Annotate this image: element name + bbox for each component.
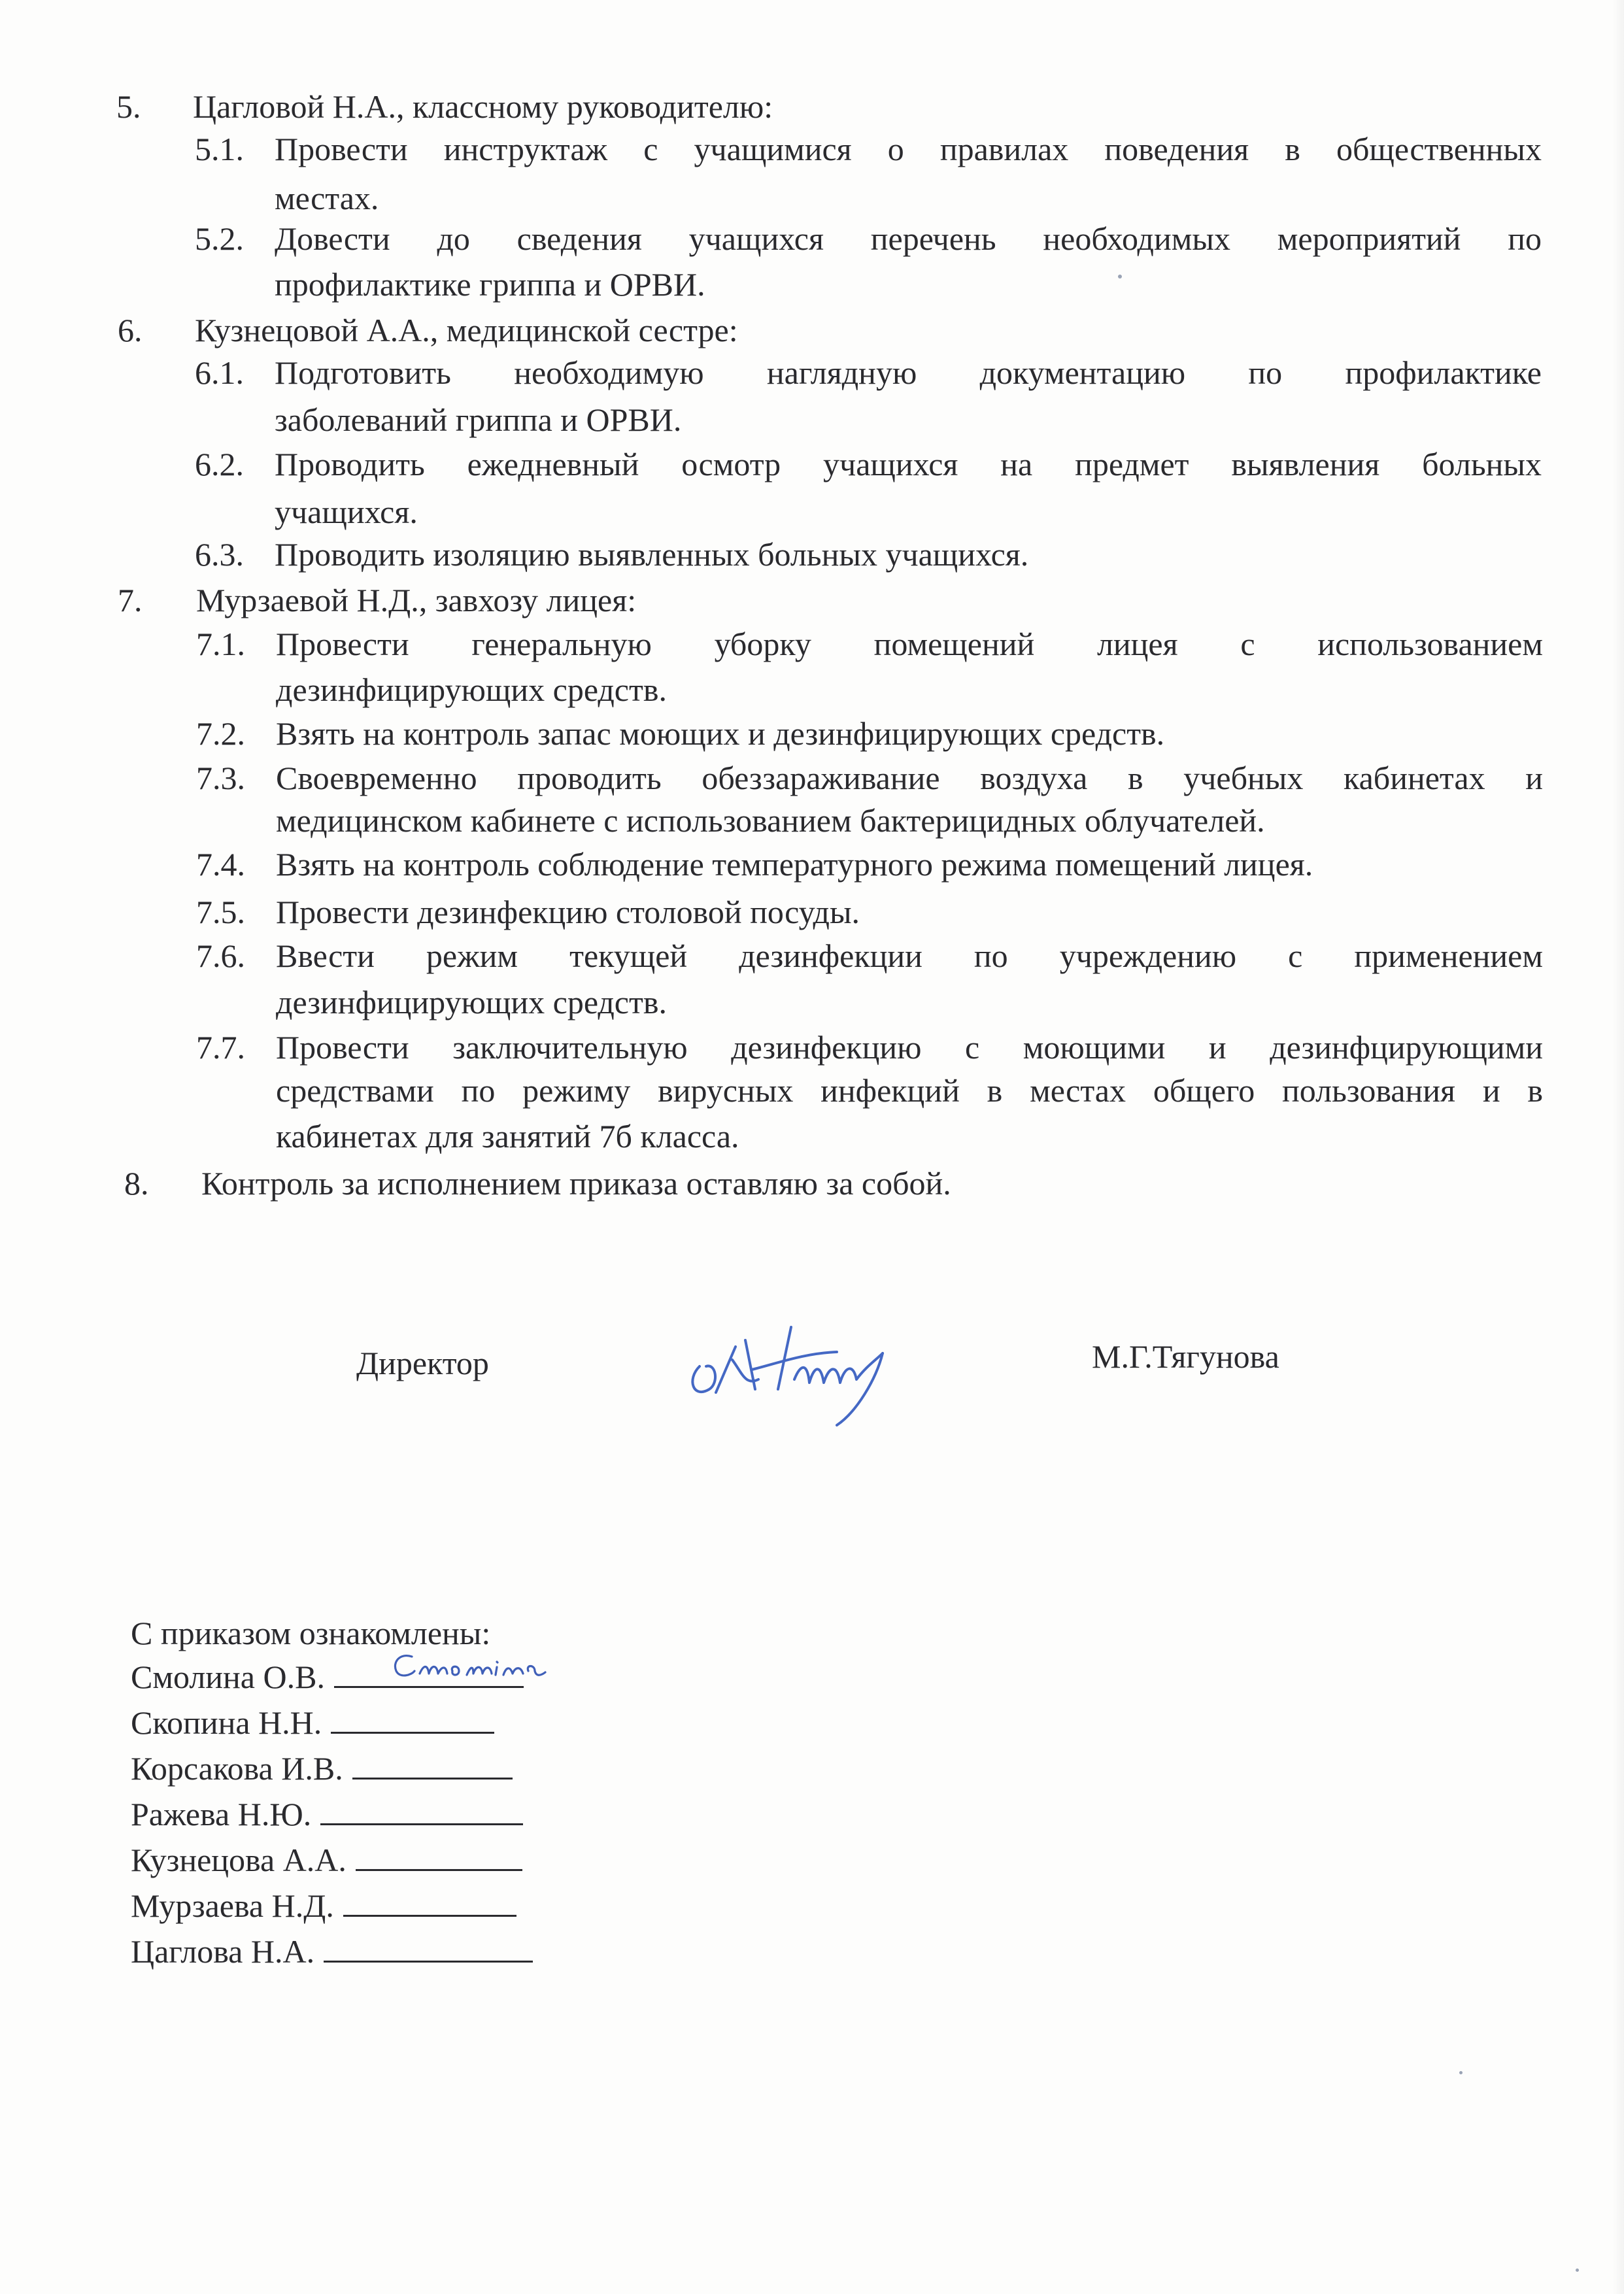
subitem-line: средствами по режиму вирусных инфекций в местах общего пользования и в	[276, 1072, 1543, 1109]
subitem-number: 7.1.	[196, 626, 245, 662]
ack-heading: С приказом ознакомлены:	[131, 1615, 491, 1651]
ack-person-name: Мурзаева Н.Д.	[131, 1887, 334, 1924]
signature-line	[320, 1795, 523, 1825]
subitem-line: учащихся.	[275, 494, 418, 530]
subitem-line: медицинском кабинете с использованием бактерицидных облучателей.	[276, 802, 1265, 839]
subitem-number: 6.2.	[195, 446, 244, 482]
subitem-line: дезинфицирующих средств.	[276, 671, 667, 708]
signature-line	[352, 1749, 513, 1780]
subitem-line: Подготовить необходимую наглядную документацию по профилактике	[275, 354, 1542, 391]
ack-person-name: Цаглова Н.А.	[131, 1933, 315, 1970]
subitem-line: Проводить изоляцию выявленных больных учащихся.	[275, 536, 1029, 573]
ack-row	[131, 1795, 523, 1834]
subitem-line: Взять на контроль запас моющих и дезинфицирующих средств.	[276, 715, 1165, 752]
subitem-line: профилактике гриппа и ОРВИ.	[275, 266, 705, 303]
ack-row	[131, 1886, 516, 1925]
ack-row	[131, 1703, 494, 1742]
subitem-line: кабинетах для занятий 7б класса.	[276, 1118, 739, 1155]
scan-speck	[1459, 2071, 1463, 2074]
signature-line	[324, 1932, 533, 1963]
director-signature	[680, 1301, 968, 1432]
subitem-number: 7.6.	[196, 937, 245, 974]
subitem-line: Довести до сведения учащихся перечень необходимых мероприятий по	[275, 220, 1542, 257]
subitem-line: Провести генеральную уборку помещений лицея с использованием	[276, 626, 1543, 662]
handwritten-signature-smolina	[386, 1647, 595, 1693]
subitem-number: 5.1.	[195, 131, 244, 167]
item-number: 7.	[118, 582, 143, 618]
ack-row	[131, 1840, 522, 1880]
subitem-line: дезинфицирующих средств.	[276, 984, 667, 1020]
item-heading: Контроль за исполнением приказа оставляю за собой.	[201, 1165, 951, 1202]
item-number: 5.	[116, 88, 141, 125]
scan-speck	[1576, 2269, 1579, 2272]
subitem-number: 7.5.	[196, 894, 245, 930]
subitem-number: 6.1.	[195, 354, 244, 391]
ack-person-name: Ражева Н.Ю.	[131, 1796, 312, 1832]
subitem-number: 6.3.	[195, 536, 244, 573]
item-heading: Мурзаевой Н.Д., завхозу лицея:	[196, 582, 637, 618]
item-heading: Кузнецовой А.А., медицинской сестре:	[195, 312, 738, 348]
scan-shadow-edge	[1612, 0, 1624, 2294]
signer-position: Директор	[356, 1345, 489, 1381]
subitem-line: Провести заключительную дезинфекцию с моющими и дезинфцирующими	[276, 1029, 1543, 1066]
item-number: 6.	[118, 312, 143, 348]
signer-name: М.Г.Тягунова	[1092, 1338, 1279, 1375]
subitem-line: местах.	[275, 180, 379, 216]
ack-row	[131, 1932, 533, 1971]
subitem-number: 7.2.	[196, 715, 245, 752]
subitem-line: Проводить ежедневный осмотр учащихся на предмет выявления больных	[275, 446, 1542, 482]
subitem-number: 7.7.	[196, 1029, 245, 1066]
subitem-line: Провести дезинфекцию столовой посуды.	[276, 894, 860, 930]
ack-person-name: Смолина О.В.	[131, 1659, 325, 1695]
subitem-line: заболеваний гриппа и ОРВИ.	[275, 401, 682, 438]
scan-speck	[1118, 275, 1122, 278]
ack-row	[131, 1749, 513, 1788]
signature-line	[356, 1840, 522, 1871]
subitem-line: Провести инструктаж с учащимися о правилах поведения в общественных	[275, 131, 1542, 167]
item-number: 8.	[124, 1165, 149, 1202]
ack-person-name: Скопина Н.Н.	[131, 1704, 322, 1741]
subitem-line: Своевременно проводить обеззараживание воздуха в учебных кабинетах и	[276, 760, 1543, 796]
item-heading: Цагловой Н.А., классному руководителю:	[193, 88, 773, 125]
subitem-number: 5.2.	[195, 220, 244, 257]
subitem-line: Ввести режим текущей дезинфекции по учреждению с применением	[276, 937, 1543, 974]
subitem-number: 7.4.	[196, 846, 245, 883]
subitem-number: 7.3.	[196, 760, 245, 796]
ack-person-name: Кузнецова А.А.	[131, 1842, 347, 1878]
subitem-line: Взять на контроль соблюдение температурного режима помещений лицея.	[276, 846, 1313, 883]
signature-line	[343, 1886, 516, 1917]
ack-person-name: Корсакова И.В.	[131, 1750, 343, 1787]
signature-line	[331, 1703, 494, 1734]
